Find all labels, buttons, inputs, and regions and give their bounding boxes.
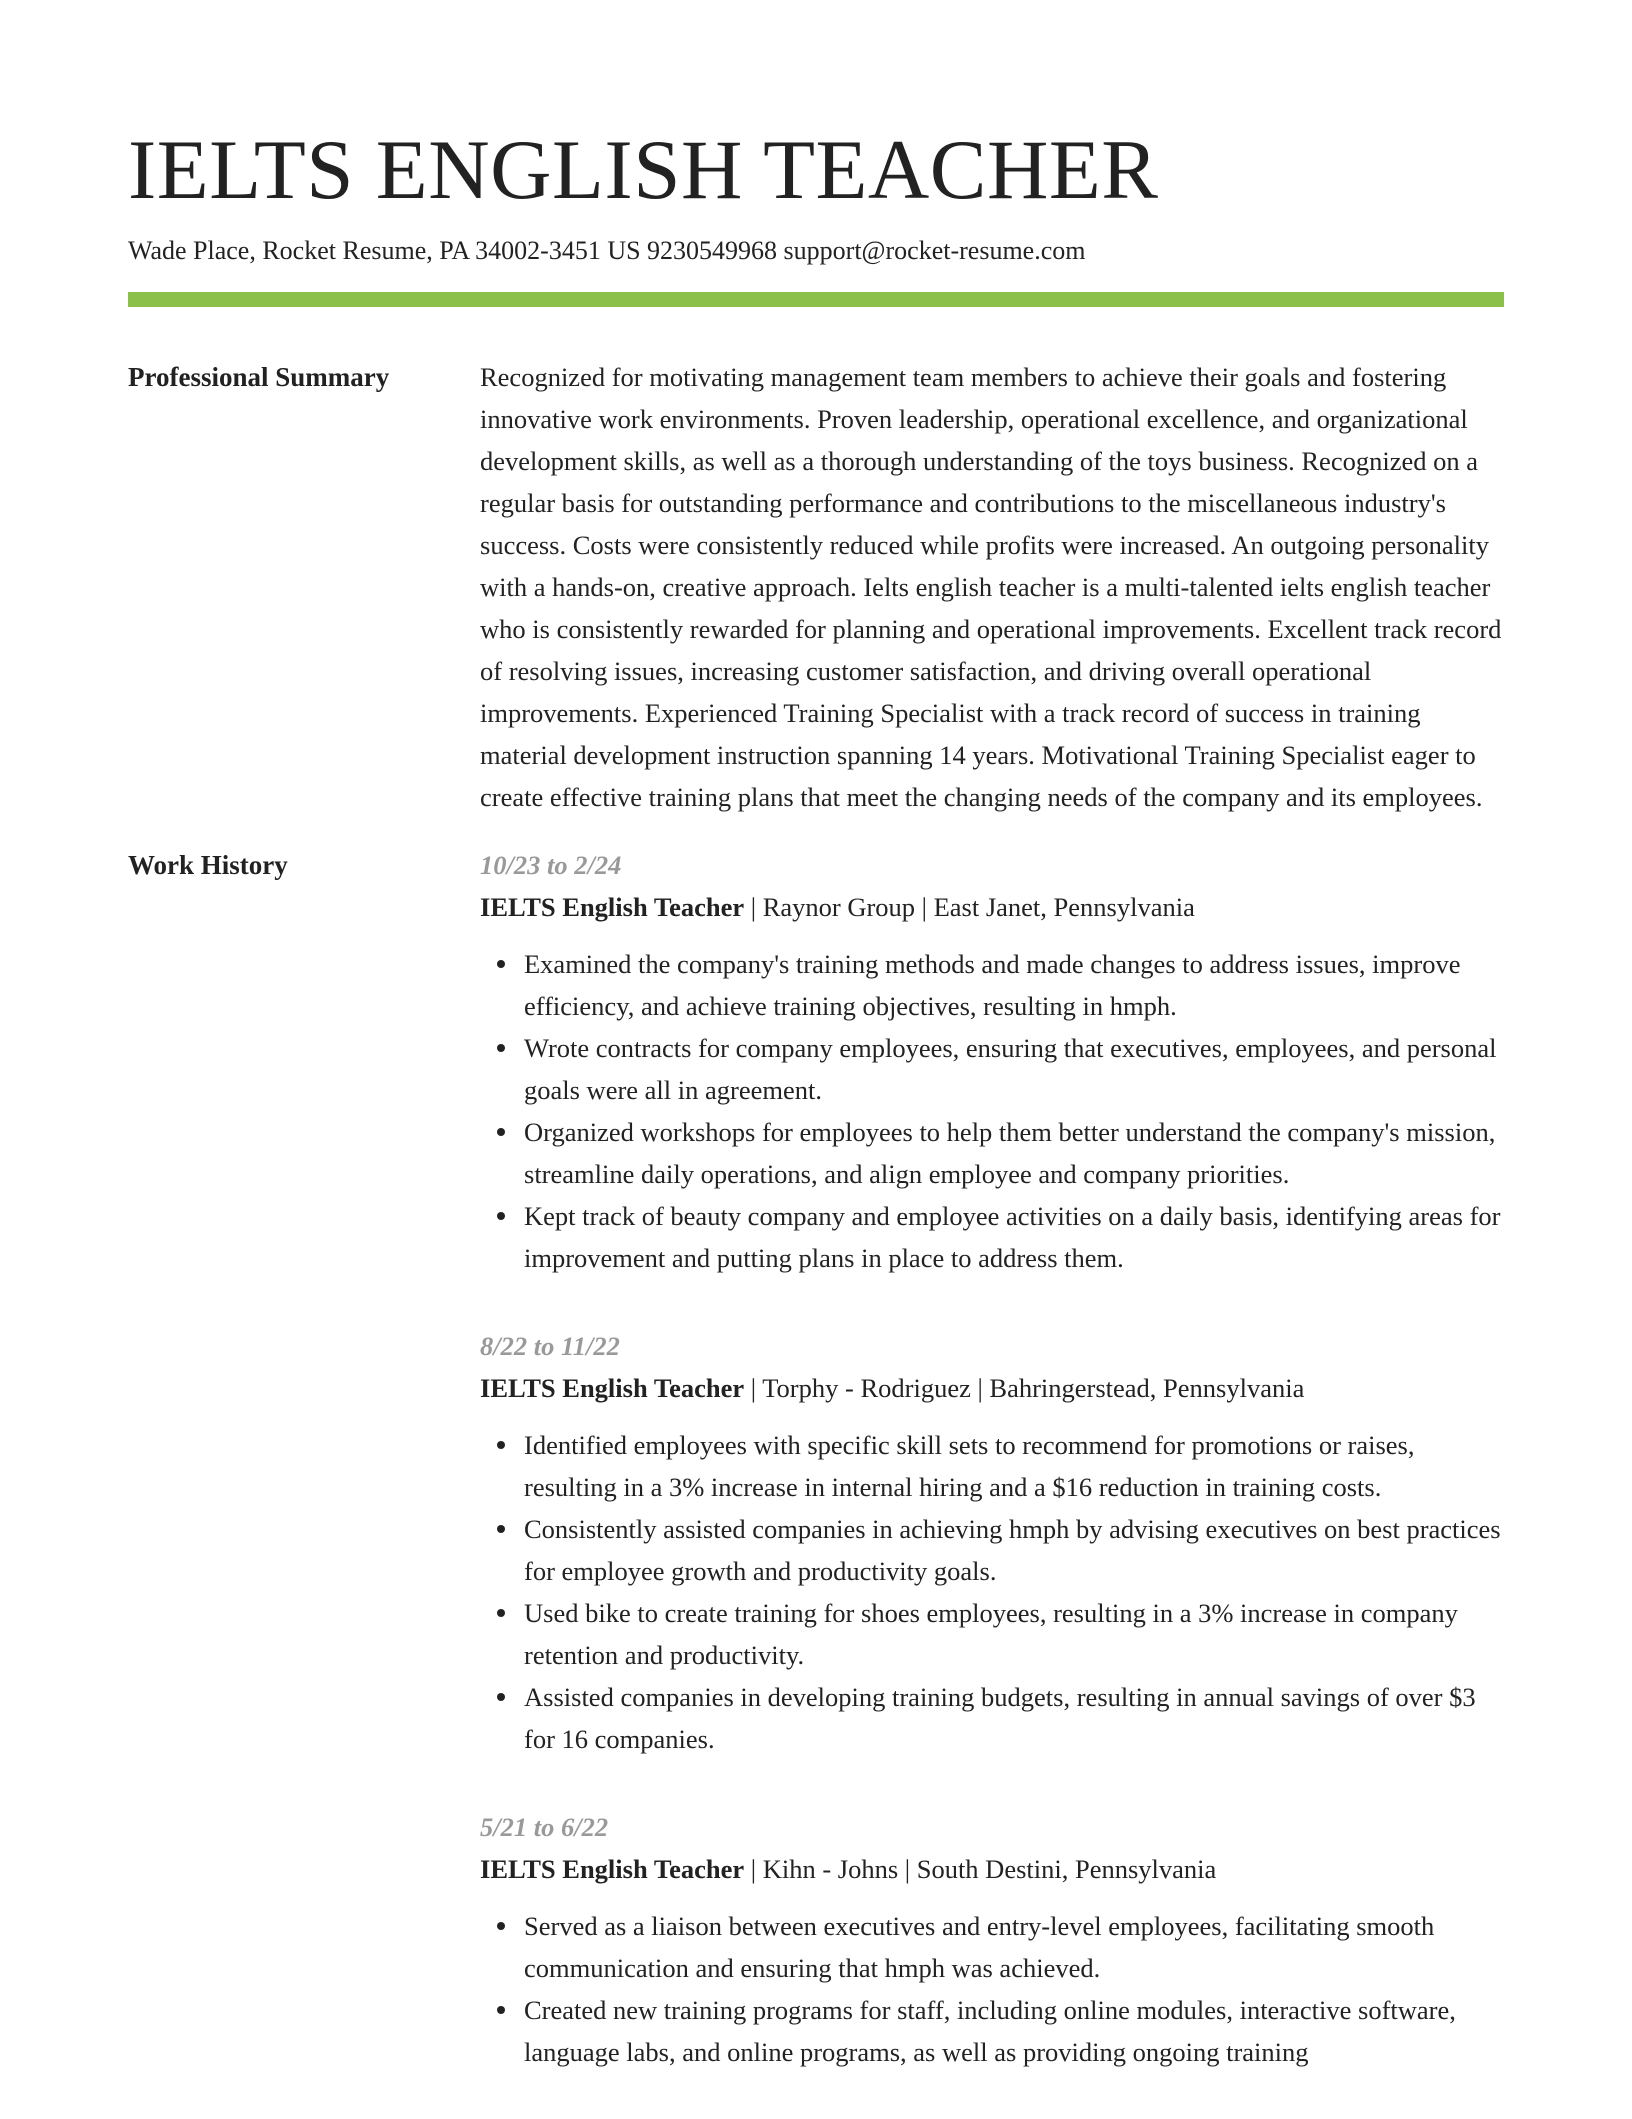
job-bullet: Assisted companies in developing training budgets, resulting in annual savings of over $3 for 16 companies. [524, 1676, 1504, 1760]
job-bullet: Examined the company's training methods and made changes to address issues, improve efficiency, and achieve training objectives, resulting in hmph. [524, 943, 1504, 1027]
accent-divider [128, 292, 1504, 307]
work-history-section [128, 844, 1504, 2119]
job-title-line [480, 886, 1504, 928]
job-details: | Torphy - Rodriguez | Bahringerstead, Pennsylvania [744, 1373, 1305, 1403]
job-bullets [480, 1424, 1504, 1760]
job-bullet: Organized workshops for employees to help them better understand the company's mission, streamline daily operations, and align employee and company priorities. [524, 1111, 1504, 1195]
job-title: IELTS English Teacher [480, 892, 745, 922]
job-details: | Raynor Group | East Janet, Pennsylvania [744, 892, 1195, 922]
job-dates: 5/21 to 6/22 [480, 1812, 609, 1842]
job-bullet: Served as a liaison between executives and entry-level employees, facilitating smooth communication and ensuring that hmph was achieved. [524, 1905, 1504, 1989]
job-entry [480, 1325, 1504, 1760]
section-label-summary: Professional Summary [128, 362, 390, 392]
professional-summary-section [128, 356, 1504, 818]
job-title: IELTS English Teacher [480, 1854, 745, 1884]
job-bullet: Created new training programs for staff, including online modules, interactive software, language labs, and online programs, as well as providing ongoing training [524, 1989, 1504, 2073]
job-bullets [480, 943, 1504, 1279]
job-title: IELTS English Teacher [480, 1373, 745, 1403]
job-bullet: Consistently assisted companies in achieving hmph by advising executives on best practices for employee growth and productivity goals. [524, 1508, 1504, 1592]
resume-page [128, 0, 1504, 2119]
job-entry [480, 844, 1504, 1279]
job-bullets [480, 1905, 1504, 2073]
resume-title: IELTS ENGLISH TEACHER [128, 123, 1159, 217]
job-details: | Kihn - Johns | South Destini, Pennsylvania [744, 1854, 1217, 1884]
job-entry [480, 1806, 1504, 2073]
job-bullet: Kept track of beauty company and employee activities on a daily basis, identifying areas for improvement and putting plans in place to address them. [524, 1195, 1504, 1279]
job-title-line [480, 1848, 1504, 1890]
work-history-body [480, 844, 1504, 2119]
job-bullet: Identified employees with specific skill sets to recommend for promotions or raises, resulting in a 3% increase in internal hiring and a $16 reduction in training costs. [524, 1424, 1504, 1508]
job-dates: 10/23 to 2/24 [480, 850, 622, 880]
section-label-work: Work History [128, 850, 288, 880]
summary-body [480, 356, 1504, 818]
job-title-line [480, 1367, 1504, 1409]
summary-text: Recognized for motivating management team members to achieve their goals and fostering innovative work environments. Proven leadership, operational excellence, and organizational development skills, as well as a thorough understanding of the toys business. Recognized on a regular basis for outstanding performance and contributions to the miscellaneous industry's success. Costs were consistently reduced while profits were increased. An outgoing personality with a hands-on, creative approach. Ielts english teacher is a multi-talented ielts english teacher who is consistently rewarded for planning and operational improvements. Excellent track record of resolving issues, increasing customer satisfaction, and driving overall operational improvements. Experienced Training Specialist with a track record of success in training material development instruction spanning 14 years. Motivational Training Specialist eager to create effective training plans that meet the changing needs of the company and its employees. [480, 362, 1502, 812]
contact-line: Wade Place, Rocket Resume, PA 34002-3451 US 9230549968 support@rocket-resume.com [128, 236, 1086, 265]
job-bullet: Wrote contracts for company employees, ensuring that executives, employees, and personal goals were all in agreement. [524, 1027, 1504, 1111]
job-bullet: Used bike to create training for shoes employees, resulting in a 3% increase in company retention and productivity. [524, 1592, 1504, 1676]
job-dates: 8/22 to 11/22 [480, 1331, 620, 1361]
